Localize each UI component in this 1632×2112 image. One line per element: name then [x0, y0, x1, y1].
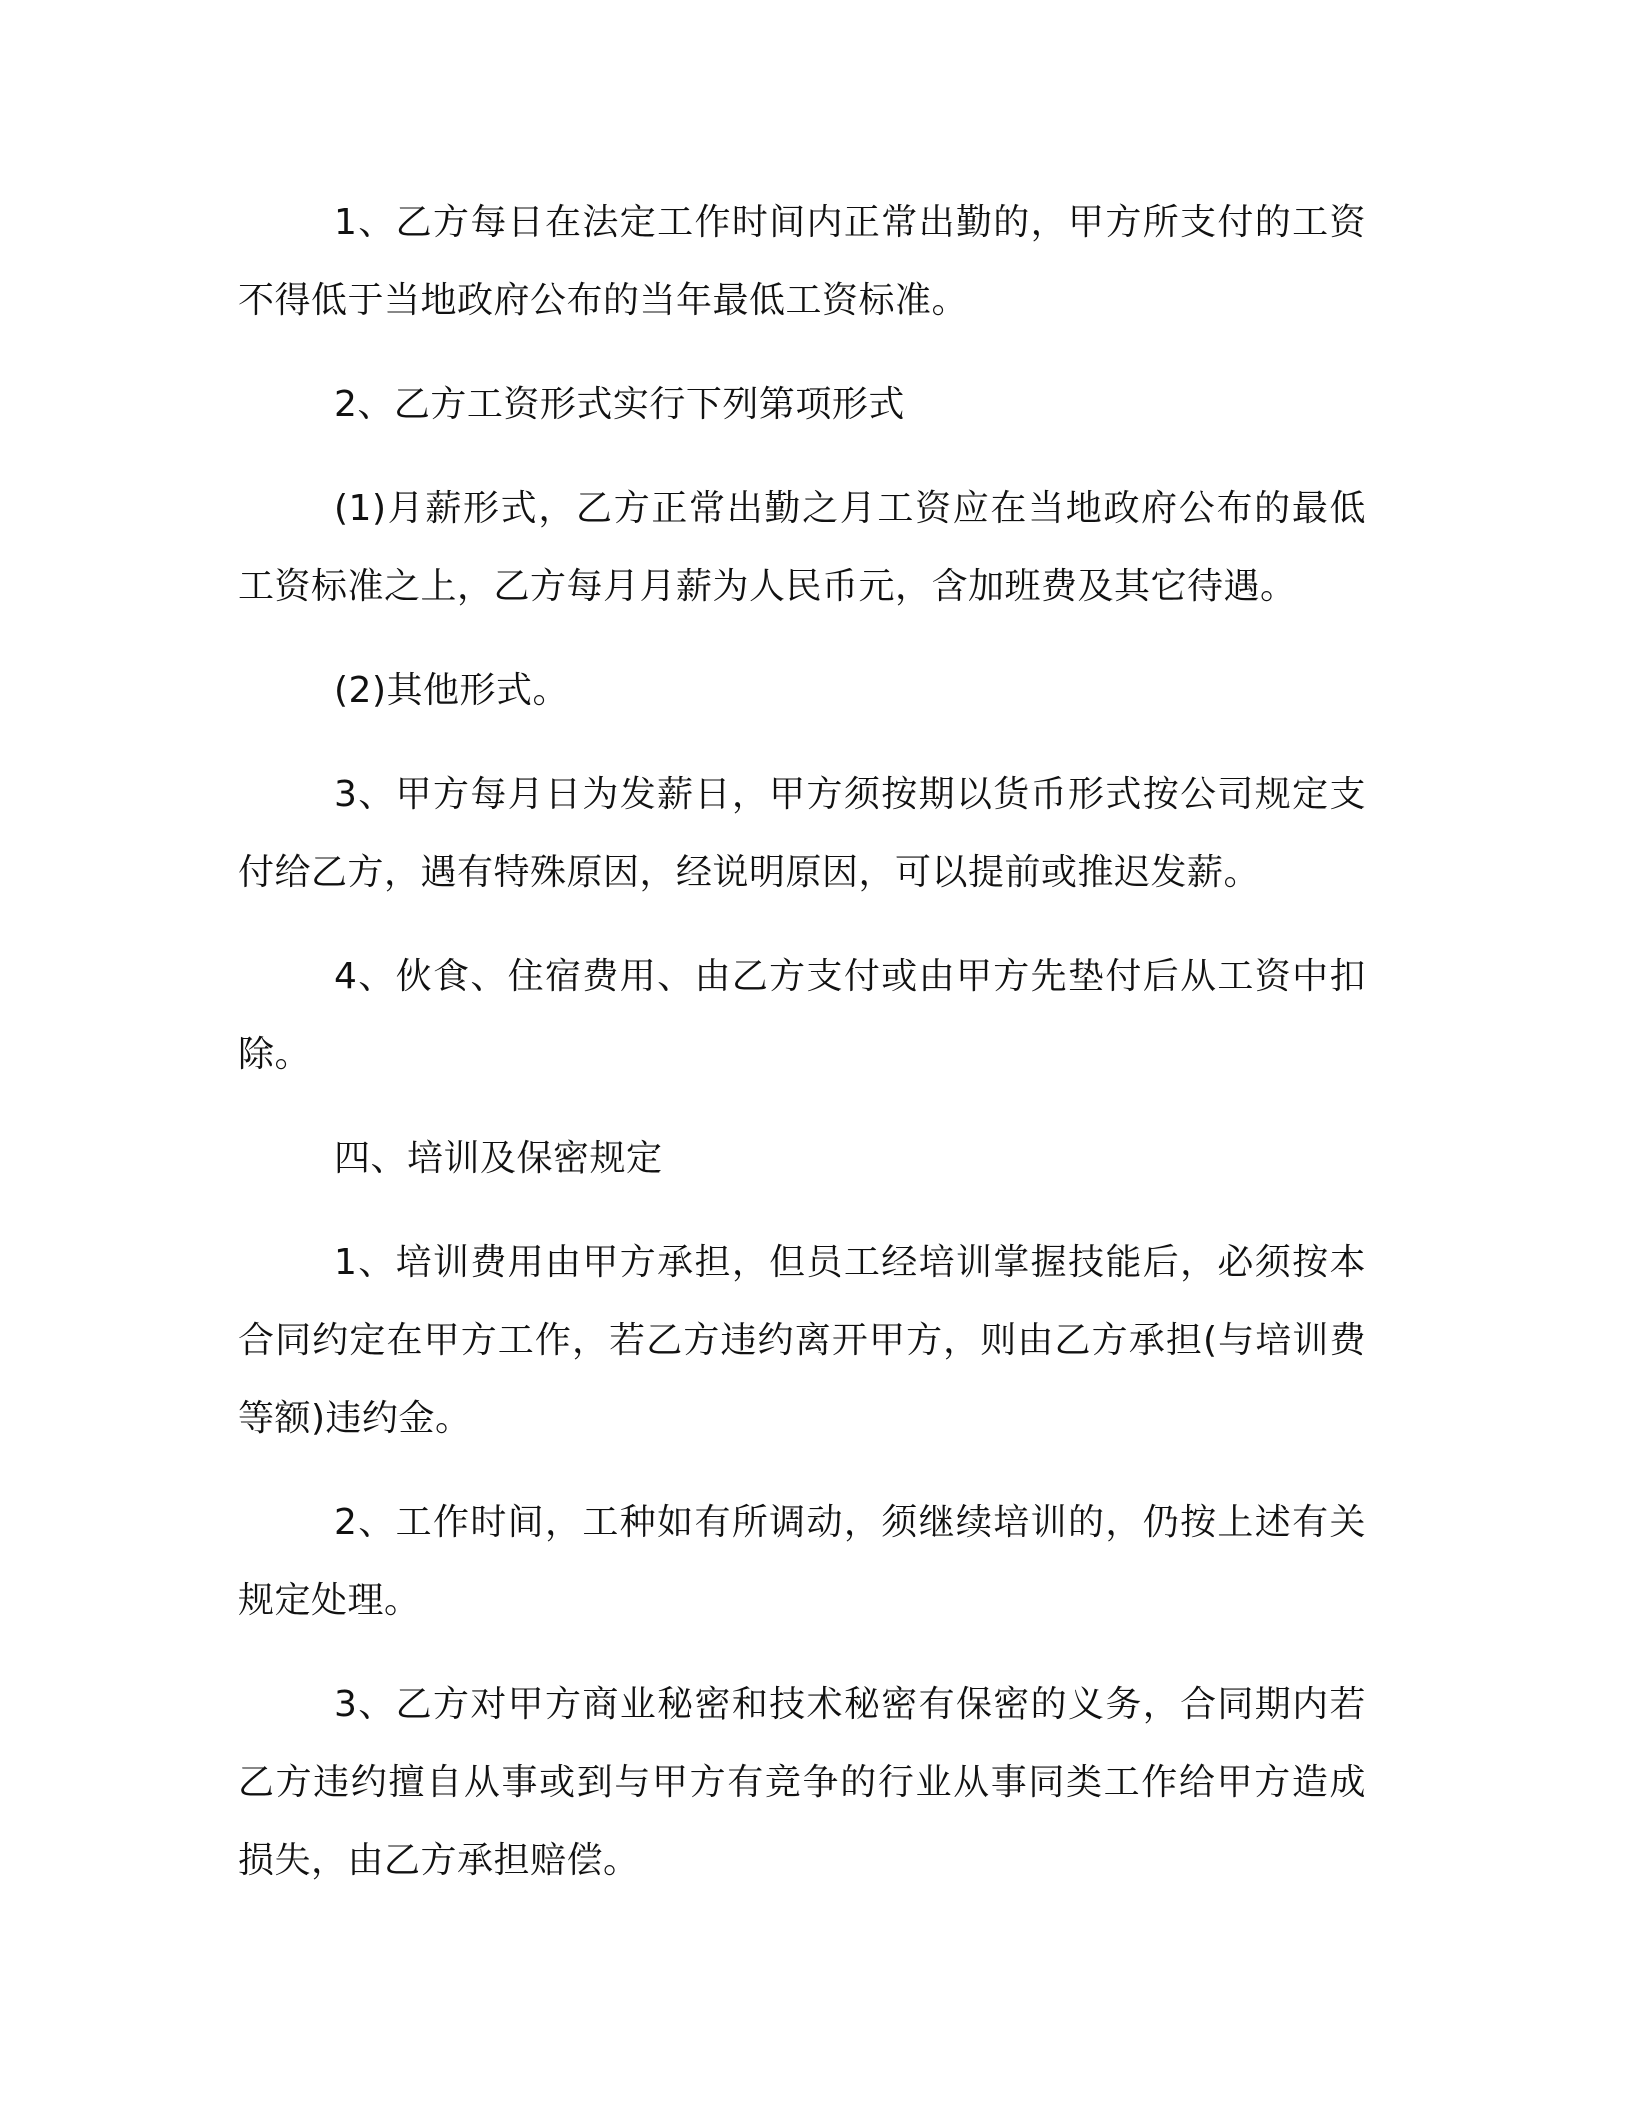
paragraph-monthly-salary: (1)月薪形式，乙方正常出勤之月工资应在当地政府公布的最低工资标准之上，乙方每月月薪为人民币元，含加班费及其它待遇。 — [238, 488, 1366, 607]
document-body — [238, 184, 1366, 1926]
paragraph-payday: 3、甲方每月日为发薪日，甲方须按期以货币形式按公司规定支付给乙方，遇有特殊原因，经说明原因，可以提前或推迟发薪。 — [238, 774, 1366, 893]
section-heading-training-confidentiality: 四、培训及保密规定 — [334, 1138, 663, 1179]
paragraph-job-transfer: 2、工作时间，工种如有所调动，须继续培训的，仍按上述有关规定处理。 — [238, 1502, 1366, 1621]
paragraph-wage-form: 2、乙方工资形式实行下列第项形式 — [334, 384, 905, 425]
paragraph-meals-lodging: 4、伙食、住宿费用、由乙方支付或由甲方先垫付后从工资中扣除。 — [238, 956, 1366, 1075]
paragraph-other-form: (2)其他形式。 — [334, 670, 569, 711]
paragraph-confidentiality: 3、乙方对甲方商业秘密和技术秘密有保密的义务，合同期内若乙方违约擅自从事或到与甲方有竞争的行业从事同类工作给甲方造成损失，由乙方承担赔偿。 — [238, 1684, 1366, 1881]
paragraph-wage-minimum: 1、乙方每日在法定工作时间内正常出勤的，甲方所支付的工资不得低于当地政府公布的当年最低工资标准。 — [238, 202, 1366, 321]
paragraph-training-cost: 1、培训费用由甲方承担，但员工经培训掌握技能后，必须按本合同约定在甲方工作，若乙方违约离开甲方，则由乙方承担(与培训费等额)违约金。 — [238, 1242, 1366, 1439]
